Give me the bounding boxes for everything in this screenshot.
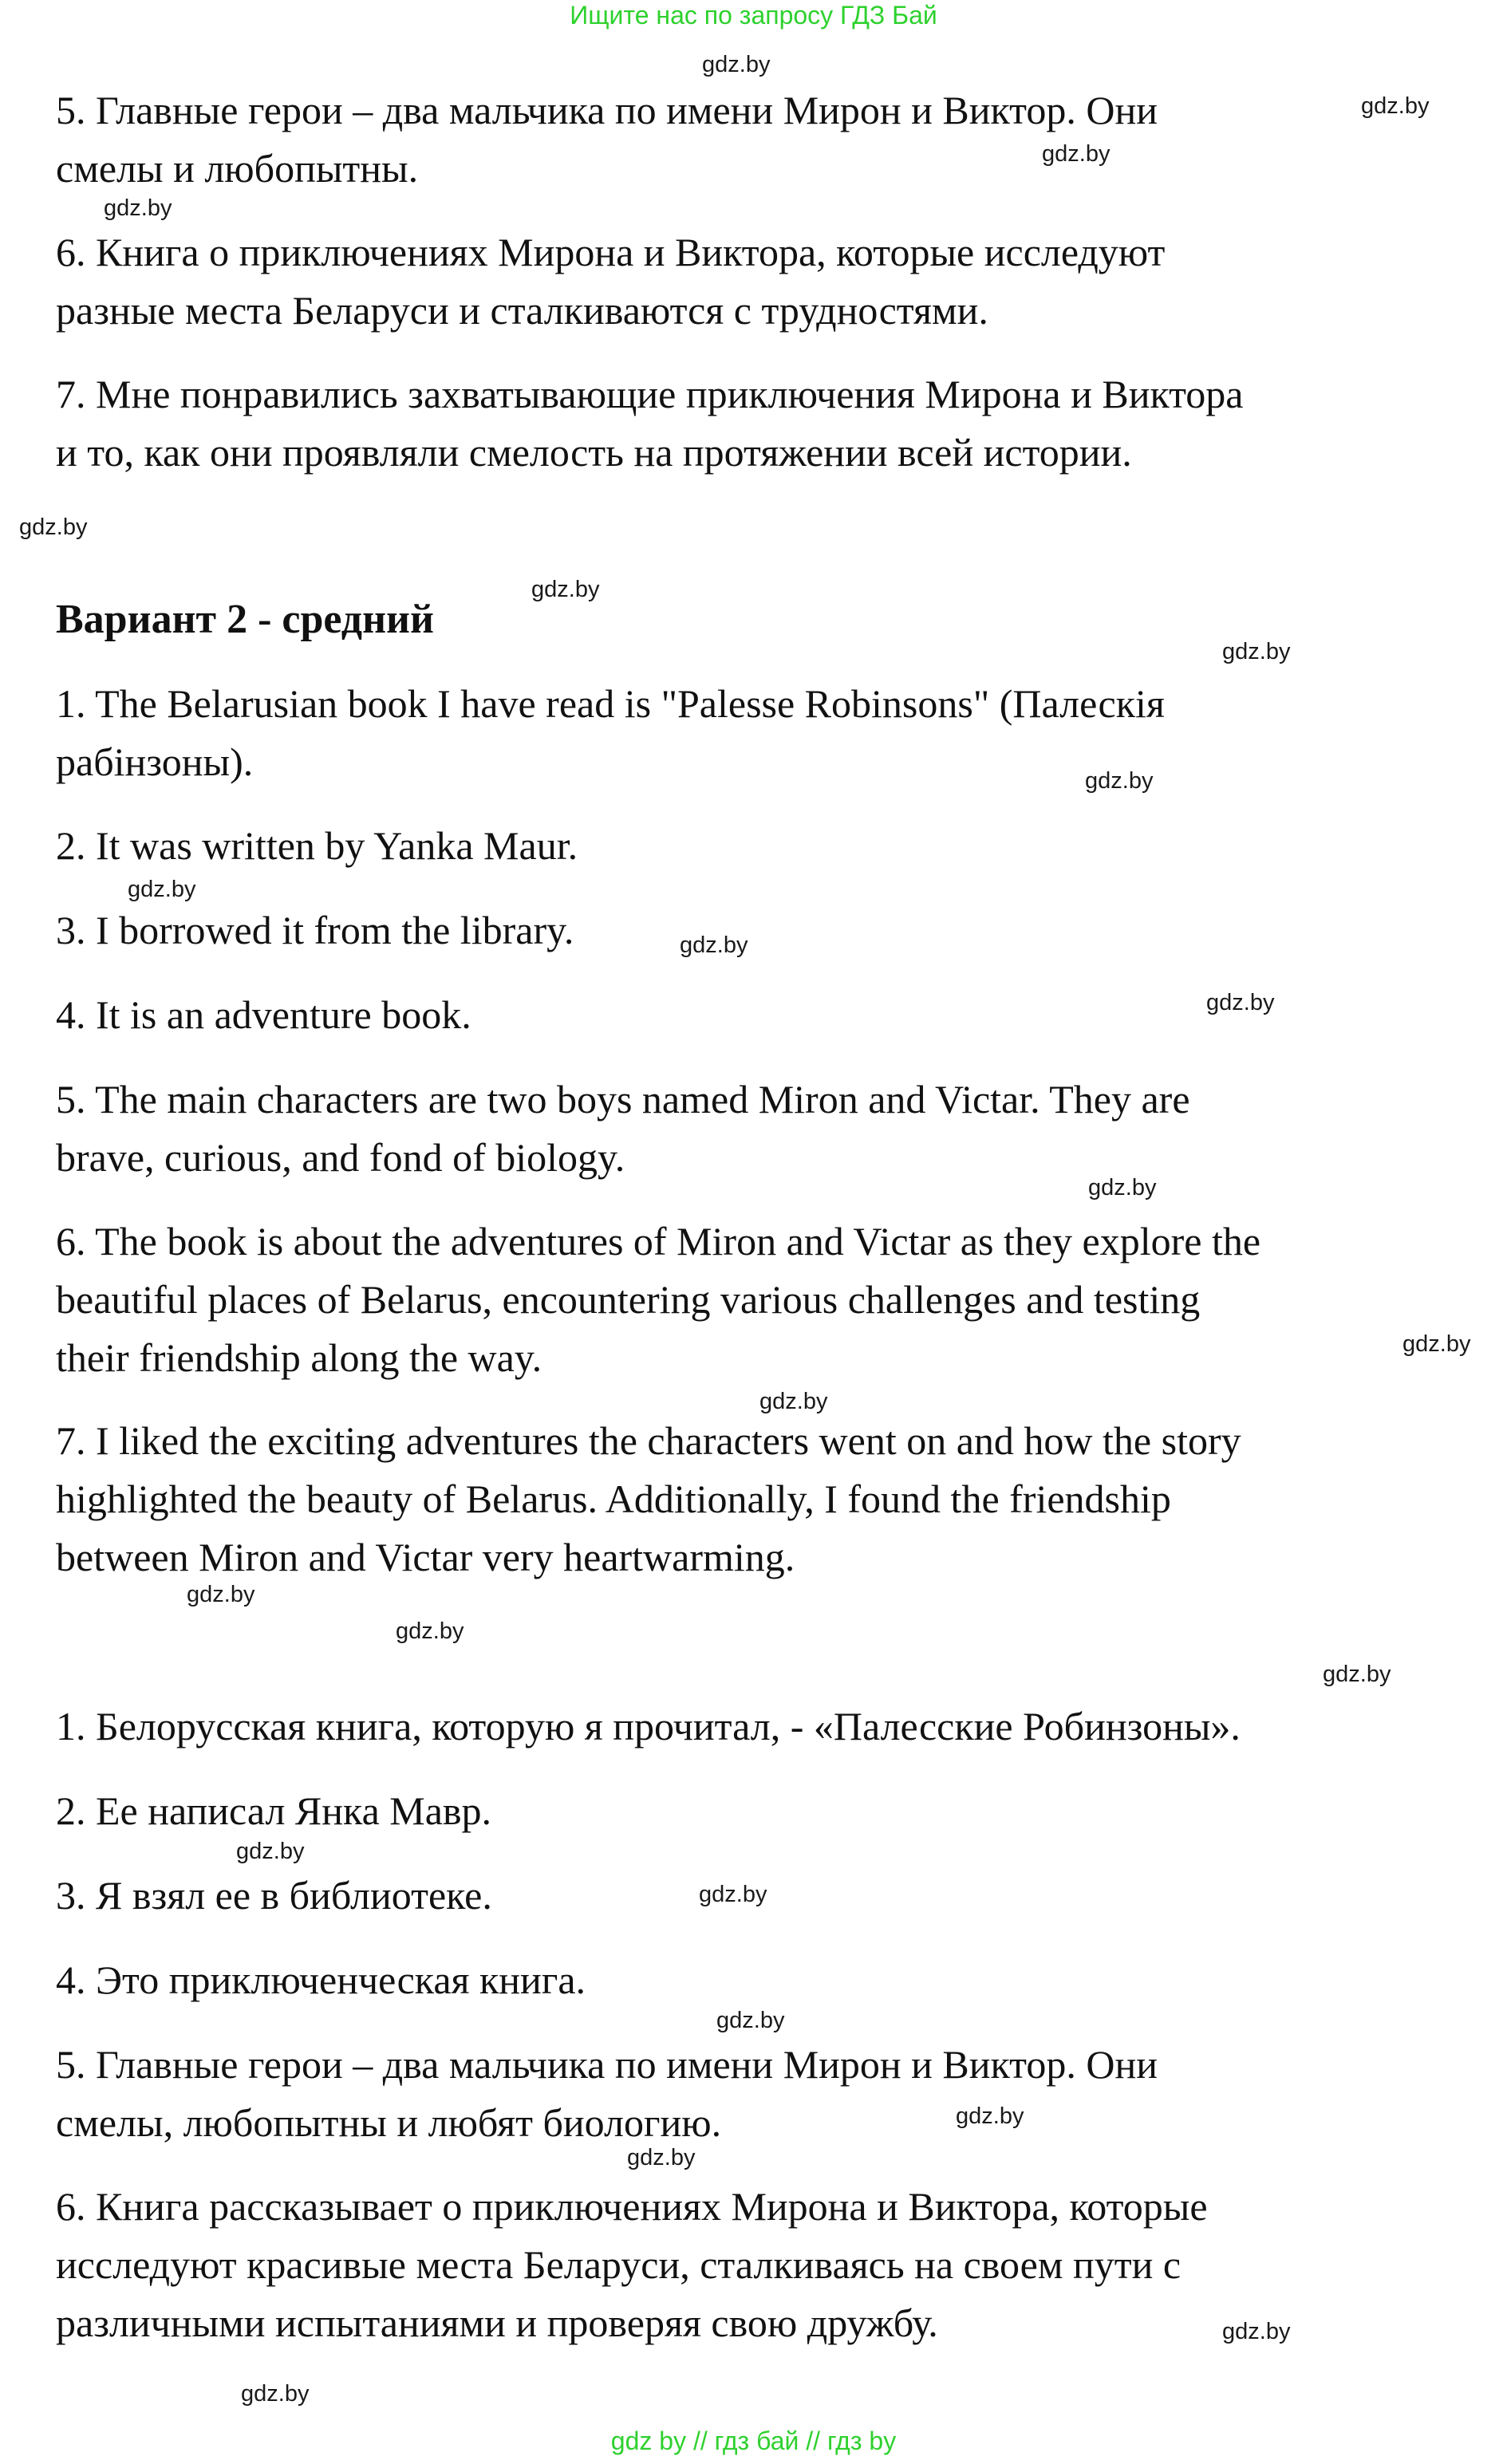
watermark: gdz.by — [759, 1389, 828, 1414]
watermark: gdz.by — [236, 1839, 305, 1864]
answer-en-6: 6. The book is about the adventures of Miron and Victar as they explore the beautiful places of Belarus, encountering various challenges and testing their friendship along the way. — [56, 1219, 1261, 1380]
variant-heading: Вариант 2 - средний — [56, 597, 434, 642]
watermark: gdz.by — [1361, 93, 1430, 119]
translation-2: 2. Ее написал Янка Мавр. — [56, 1788, 492, 1833]
watermark: gdz.by — [1088, 1175, 1157, 1200]
watermark: gdz.by — [627, 2145, 696, 2170]
watermark: gdz.by — [1222, 639, 1291, 664]
translation-6: 6. Книга рассказывает о приключениях Мирона и Виктора, которые исследуют красивые места Беларуси, сталкиваясь на своем пути с различными испытаниями и проверяя свою дружбу. — [56, 2184, 1208, 2345]
watermark: gdz.by — [241, 2381, 310, 2407]
watermark: gdz.by — [1323, 1662, 1391, 1687]
answer-en-2: 2. It was written by Yanka Maur. — [56, 823, 578, 868]
watermark: gdz.by — [1085, 768, 1154, 794]
watermark: gdz.by — [104, 195, 172, 221]
answer-ru-5: 5. Главные герои – два мальчика по имени Мирон и Виктор. Они смелы и любопытны. — [56, 88, 1158, 191]
watermark: gdz.by — [716, 2008, 785, 2033]
watermark: gdz.by — [19, 514, 88, 540]
translation-1: 1. Белорусская книга, которую я прочитал, - «Палесские Робинзоны». — [56, 1704, 1241, 1748]
answer-en-1: 1. The Belarusian book I have read is "Palesse Robinsons" (Палескія рабінзоны). — [56, 681, 1165, 784]
watermark: gdz.by — [956, 2103, 1024, 2129]
answer-en-4: 4. It is an adventure book. — [56, 992, 471, 1037]
watermark: gdz.by — [531, 577, 600, 602]
watermark: gdz.by — [128, 877, 196, 902]
translation-5: 5. Главные герои – два мальчика по имени Мирон и Виктор. Они смелы, любопытны и любят биологию. — [56, 2042, 1158, 2145]
translation-4: 4. Это приключенческая книга. — [56, 1957, 586, 2002]
watermark: gdz.by — [1206, 990, 1275, 1015]
watermark: gdz.by — [680, 932, 748, 958]
watermark: gdz.by — [1042, 141, 1111, 167]
answer-en-7: 7. I liked the exciting adventures the characters went on and how the story highlighted the beauty of Belarus. Additionally, I found the friendship between Miron and Victar very heartwarming. — [56, 1418, 1241, 1579]
watermark: gdz.by — [699, 1882, 767, 1907]
watermark: gdz.by — [1222, 2319, 1291, 2344]
watermark: gdz.by — [702, 52, 771, 77]
watermark: gdz.by — [1402, 1331, 1471, 1357]
translation-3: 3. Я взял ее в библиотеке. — [56, 1873, 492, 1918]
site-banner[interactable]: Ищите нас по запросу ГДЗ Бай — [570, 1, 937, 30]
footer-links[interactable]: gdz by // гдз бай // гдз by — [610, 2427, 897, 2455]
watermark: gdz.by — [187, 1582, 255, 1607]
answer-ru-7: 7. Мне понравились захватывающие приключения Мирона и Виктора и то, как они проявляли смелость на протяжении всей истории. — [56, 372, 1244, 475]
answer-ru-6: 6. Книга о приключениях Мирона и Виктора, которые исследуют разные места Беларуси и сталкиваются с трудностями. — [56, 230, 1166, 333]
answer-en-3: 3. I borrowed it from the library. — [56, 908, 574, 952]
answer-en-5: 5. The main characters are two boys named Miron and Victar. They are brave, curious, and fond of biology. — [56, 1077, 1190, 1180]
watermark: gdz.by — [396, 1618, 464, 1644]
